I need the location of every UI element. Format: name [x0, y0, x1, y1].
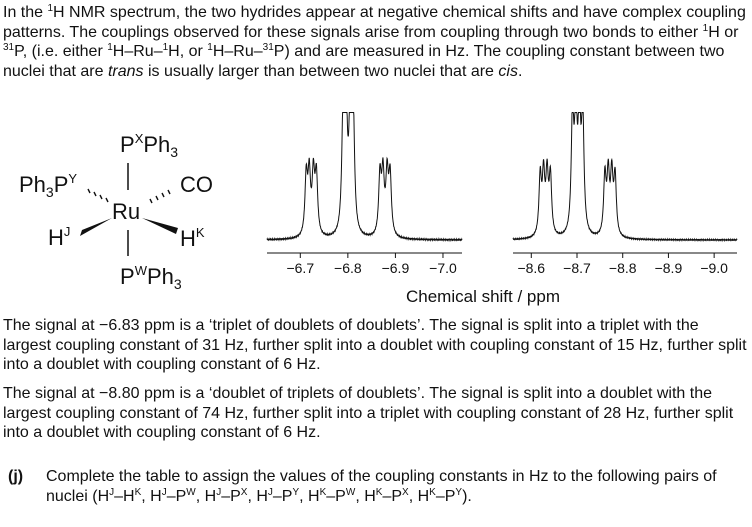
- x-tick-label: −6.7: [286, 260, 315, 276]
- question-text: Complete the table to assign the values of the coupling constants in Hz to the following pairs of nuclei ($H^J-H^K$, $H^J-P^W$, $H^J-P^X$, $H^J-P^Y$, $H^K-P^W$, $H^K-P^X$, $H^K-P^Y$).: [46, 468, 717, 505]
- bond-ru-hj-wedge: [80, 218, 112, 236]
- p-w-label: $P^WPh_3$: [120, 263, 182, 292]
- x-tick-label: −7.0: [429, 260, 457, 276]
- bond-ru-co-hashed: [150, 190, 170, 203]
- bond-ru-py-hashed: [88, 189, 108, 202]
- signal-1-paragraph: The signal at −6.83 ppm is a ‘triplet of doublets of doublets’. The signal is split into a triplet with the largest coupling constant of 31 Hz, further split into a doublet with coupling constant of 15 Hz, further split into a doublet with coupling constant of 6 Hz.: [3, 317, 747, 373]
- bond-ru-hk-wedge: [142, 218, 178, 234]
- cis-term: cis: [498, 62, 518, 80]
- intro-paragraph: In the $^1$H NMR spectrum, the two hydrides appear at negative chemical shifts and have complex coupling patterns. The couplings observed for these signals arise from coupling through two bonds to either $^1$H or $^{31}$P, (i.e. either $^1$H–Ru–$^1$H, or $^1$H–Ru–$^{31}$P) and are measured in Hz. The coupling constant between two nuclei that are trans is usually larger than between two nuclei that are cis.: [3, 3, 746, 80]
- spectrum-1-ticks: [286, 253, 457, 276]
- h-j-label: $H^J$: [48, 224, 71, 250]
- spectrum-1: [267, 113, 462, 276]
- spectrum-2-ticks: [517, 253, 728, 276]
- ru-complex-structure: [19, 131, 213, 292]
- trans-term: trans: [107, 62, 144, 80]
- p-x-label: $P^XPh_3$: [120, 131, 179, 160]
- question-j: [8, 467, 748, 506]
- p-y-label: $Ph_3P^Y$: [19, 171, 78, 200]
- x-tick-label: −8.7: [563, 260, 591, 276]
- x-axis-label: Chemical shift / ppm: [406, 287, 560, 306]
- spectrum-2-trace: [513, 113, 737, 241]
- x-tick-label: −9.0: [700, 260, 728, 276]
- co-label: CO: [180, 172, 213, 197]
- question-label: (j): [8, 468, 24, 485]
- ru-label: Ru: [112, 199, 141, 224]
- spectrum-2: [513, 113, 737, 276]
- x-tick-label: −6.9: [381, 260, 410, 276]
- x-tick-label: −6.8: [334, 260, 362, 276]
- signal-2-paragraph: The signal at −8.80 ppm is a ‘doublet of triplets of doublets’. The signal is split into a doublet with the largest coupling constant of 74 Hz, further split into a triplet with coupling constant of 28 Hz, further split into a doublet with coupling constant of 6 Hz.: [3, 385, 734, 441]
- h-k-label: $H^K$: [180, 225, 205, 251]
- x-tick-label: −8.9: [654, 260, 683, 276]
- x-tick-label: −8.6: [517, 260, 546, 276]
- x-tick-label: −8.8: [608, 260, 637, 276]
- spectrum-1-trace: [267, 113, 462, 241]
